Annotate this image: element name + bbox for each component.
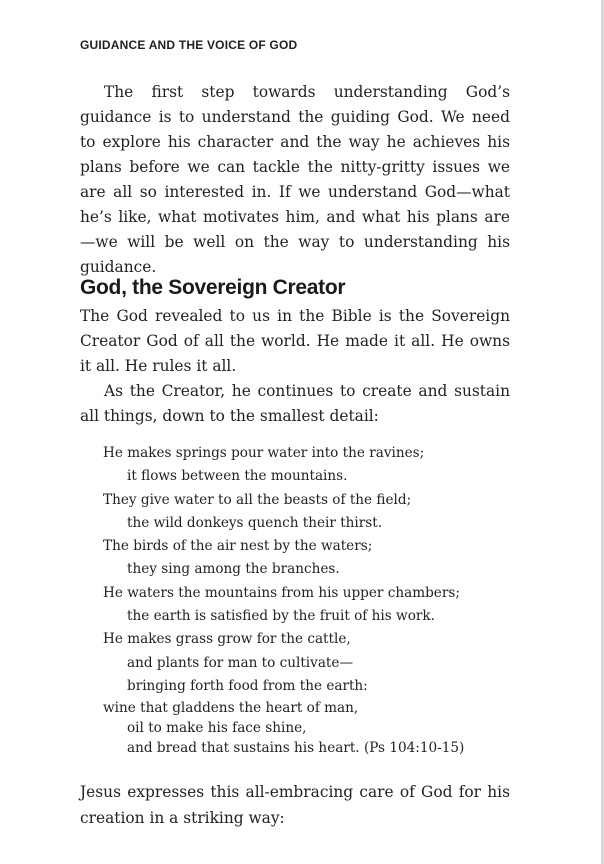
quote-line: He makes springs pour water into the ravines;	[103, 445, 425, 461]
quote-line: bringing forth food from the earth:	[127, 677, 368, 694]
quote-line: He makes grass grow for the cattle,	[103, 631, 351, 648]
quote-line: the earth is satisfied by the fruit of his work.	[127, 608, 435, 625]
creator-paragraph: The God revealed to us in the Bible is the Sovereign Creator God of all the world. He made it all. He owns it all. He rules it all.	[80, 307, 510, 375]
closing-paragraph: Jesus expresses this all-embracing care of God for his creation in a striking way:	[80, 783, 510, 827]
quote-line: The birds of the air nest by the waters;	[103, 538, 373, 555]
section-heading: God, the Sovereign Creator	[80, 276, 346, 299]
quote-line: and plants for man to cultivate—	[127, 654, 354, 671]
scripture-quote	[103, 442, 503, 758]
running-head: GUIDANCE AND THE VOICE OF GOD	[80, 38, 298, 52]
intro-paragraph: The first step towards understanding God’s guidance is to understand the guiding God. We need to explore his character and the way he achieves his plans before we can tackle the nitty-gritty issues we are all so interested in. If we understand God—what he’s like, what motivates him, and what his plans are—we will be well on the way to understanding his guidance.	[80, 83, 510, 276]
quote-line: He waters the mountains from his upper chambers;	[103, 584, 460, 601]
quote-line: they sing among the branches.	[127, 561, 340, 578]
quote-line: They give water to all the beasts of the field;	[103, 491, 412, 508]
quote-line: and bread that sustains his heart. (Ps 104:10-15)	[127, 740, 465, 757]
quote-line: oil to make his face shine,	[127, 720, 307, 737]
quote-line: wine that gladdens the heart of man,	[103, 700, 359, 717]
quote-line: it flows between the mountains.	[127, 468, 348, 485]
quote-line: the wild donkeys quench their thirst.	[127, 514, 383, 531]
sustain-paragraph: As the Creator, he continues to create and sustain all things, down to the smallest detail:	[80, 382, 510, 425]
